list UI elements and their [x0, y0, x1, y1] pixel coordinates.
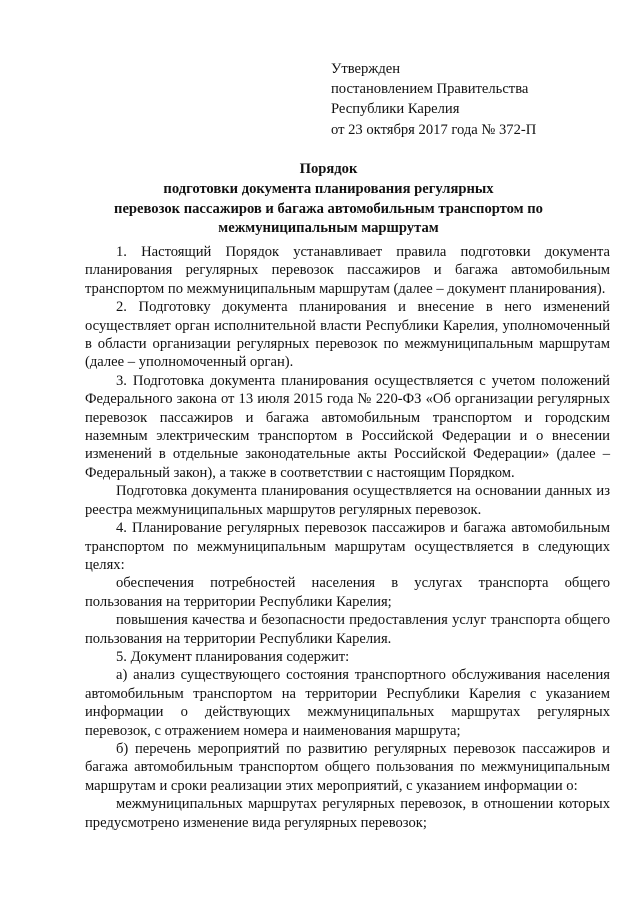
paragraph: 1. Настоящий Порядок устанавливает правила подготовки документа планирования регулярных перевозок пассажиров и багажа автомобильным транспортом по межмуниципальным маршрутам (далее – документ планирования).	[85, 244, 610, 297]
document-body	[85, 243, 610, 832]
approval-stamp	[331, 59, 621, 140]
paragraph: 5. Документ планирования содержит:	[116, 648, 350, 665]
title-line: подготовки документа планирования регулярных	[163, 180, 494, 197]
paragraph: б) перечень мероприятий по развитию регулярных перевозок пассажиров и багажа автомобильным транспортом общего пользования по межмуниципальным маршрутам и сроки реализации этих мероприятий, с указанием информации о:	[85, 740, 610, 794]
paragraph: 3. Подготовка документа планирования осуществляется с учетом положений Федерального закона от 13 июля 2015 года № 220-ФЗ «Об организации регулярных перевозок пассажиров и багажа автомобильным транспортом и городским наземным электрическим транспортом в Российской Федерации и о внесении изменений в отдельные законодательные акты Российской Федерации» (далее – Федеральный закон), а также в соответствии с настоящим Порядком.	[85, 372, 610, 481]
approval-line: постановлением Правительства	[331, 81, 529, 98]
paragraph: 2. Подготовку документа планирования и внесение в него изменений осуществляет орган исполнительной власти Республики Карелия, уполномоченный в области организации регулярных перевозок по межмуниципальным маршрутам (далее – уполномоченный орган).	[85, 299, 610, 371]
paragraph: 4. Планирование регулярных перевозок пассажиров и багажа автомобильным транспортом по межмуниципальным маршрутам осуществляется в следующих целях:	[85, 520, 610, 573]
document-title	[68, 160, 589, 239]
approval-line: от 23 октября 2017 года № 372-П	[331, 121, 537, 138]
title-line: перевозок пассажиров и багажа автомобильным транспортом по	[114, 200, 543, 217]
title-line: межмуниципальным маршрутам	[218, 220, 439, 237]
paragraph: повышения качества и безопасности предоставления услуг транспорта общего пользования на территории Республики Карелия.	[85, 612, 610, 647]
paragraph: Подготовка документа планирования осуществляется на основании данных из реестра межмуниципальных маршрутов регулярных перевозок.	[85, 483, 610, 518]
approval-line: Республики Карелия	[331, 101, 460, 118]
approval-line: Утвержден	[331, 61, 401, 77]
paragraph: а) анализ существующего состояния транспортного обслуживания населения автомобильным транспортом на территории Республики Карелия с указанием информации о действующих межмуниципальных маршрутах регулярных перевозок, с отражением номера и наименования маршрута;	[85, 667, 610, 739]
paragraph: межмуниципальных маршрутах регулярных перевозок, в отношении которых предусмотрено изменение вида регулярных перевозок;	[85, 796, 610, 831]
title-line: Порядок	[299, 161, 358, 177]
paragraph: обеспечения потребностей населения в услугах транспорта общего пользования на территории Республики Карелия;	[85, 575, 610, 610]
